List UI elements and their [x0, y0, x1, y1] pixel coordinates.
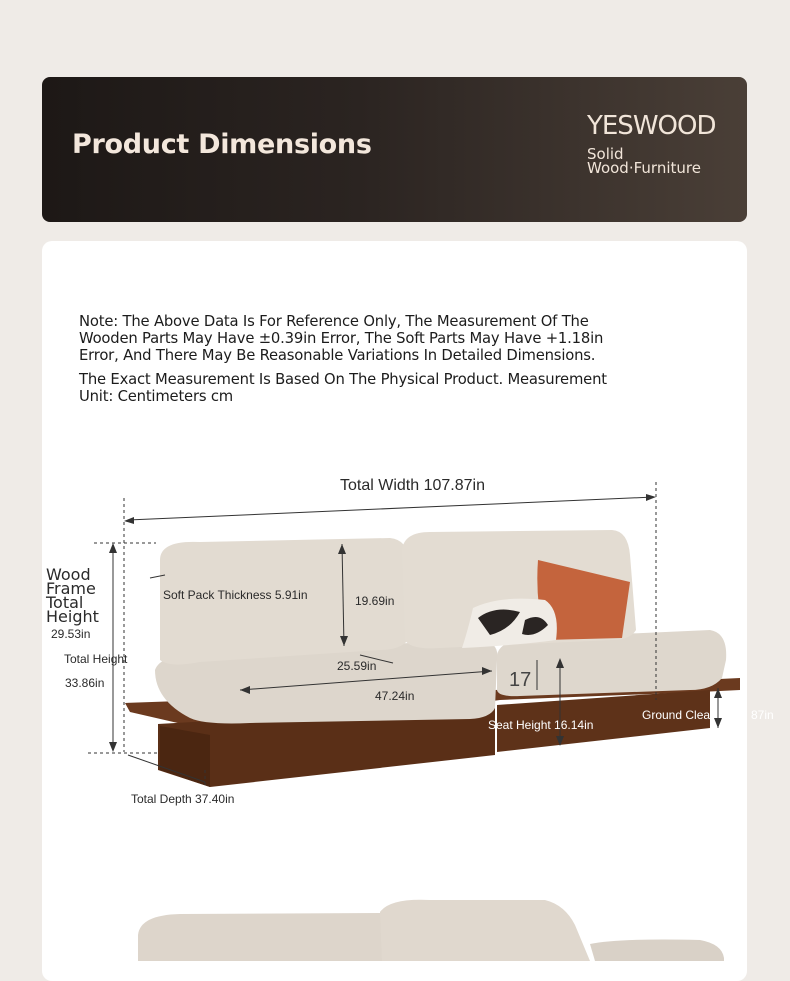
note-unit-paragraph: The Exact Measurement Is Based On The Physical Product. Measurement Unit: Centimeters cm — [79, 371, 607, 405]
wood-frame-value: 29.53in — [51, 627, 91, 641]
brand-logo: YESWOOD — [587, 111, 716, 141]
wood-frame-label-4: Height — [46, 607, 99, 626]
total-depth-label: Total Depth 37.40in — [131, 792, 235, 806]
ground-clearance-label: Ground Clea — [642, 708, 711, 722]
brand-tagline-2: Wood·Furniture — [587, 159, 701, 177]
seat-depth-label: 25.59in — [337, 659, 377, 673]
note-paragraph: Note: The Above Data Is For Reference Only, The Measurement Of The Wooden Parts May Have ±0.39in Error, The Soft Parts May Have +1.18in Error, And There May Be Reasonable Variations In Detailed Dimensions. — [79, 313, 604, 364]
back-height-label: 19.69in — [355, 594, 395, 608]
soft-pack-thickness-label: Soft Pack Thickness 5.91in — [163, 588, 308, 602]
seat-height-label: Seat Height 16.14in — [488, 718, 594, 732]
wood-frame-label-3: Total — [46, 593, 84, 612]
brand-tagline-1: Solid — [587, 145, 624, 163]
page-title: Product Dimensions — [72, 129, 372, 160]
wood-frame-label-1: Wood — [46, 565, 91, 584]
ground-clearance-value: 87in — [751, 708, 774, 722]
dimension-card — [42, 241, 774, 981]
cushion-thickness-label: 17 — [509, 669, 532, 691]
wood-frame-label-2: Frame — [46, 579, 96, 598]
total-height-value: 33.86in — [65, 676, 105, 690]
total-height-label: Total Height — [64, 652, 128, 666]
total-width-label: Total Width 107.87in — [340, 477, 485, 494]
header-banner — [42, 77, 747, 222]
sofa-preview-illustration — [42, 241, 747, 981]
seat-width-label: 47.24in — [375, 689, 415, 703]
